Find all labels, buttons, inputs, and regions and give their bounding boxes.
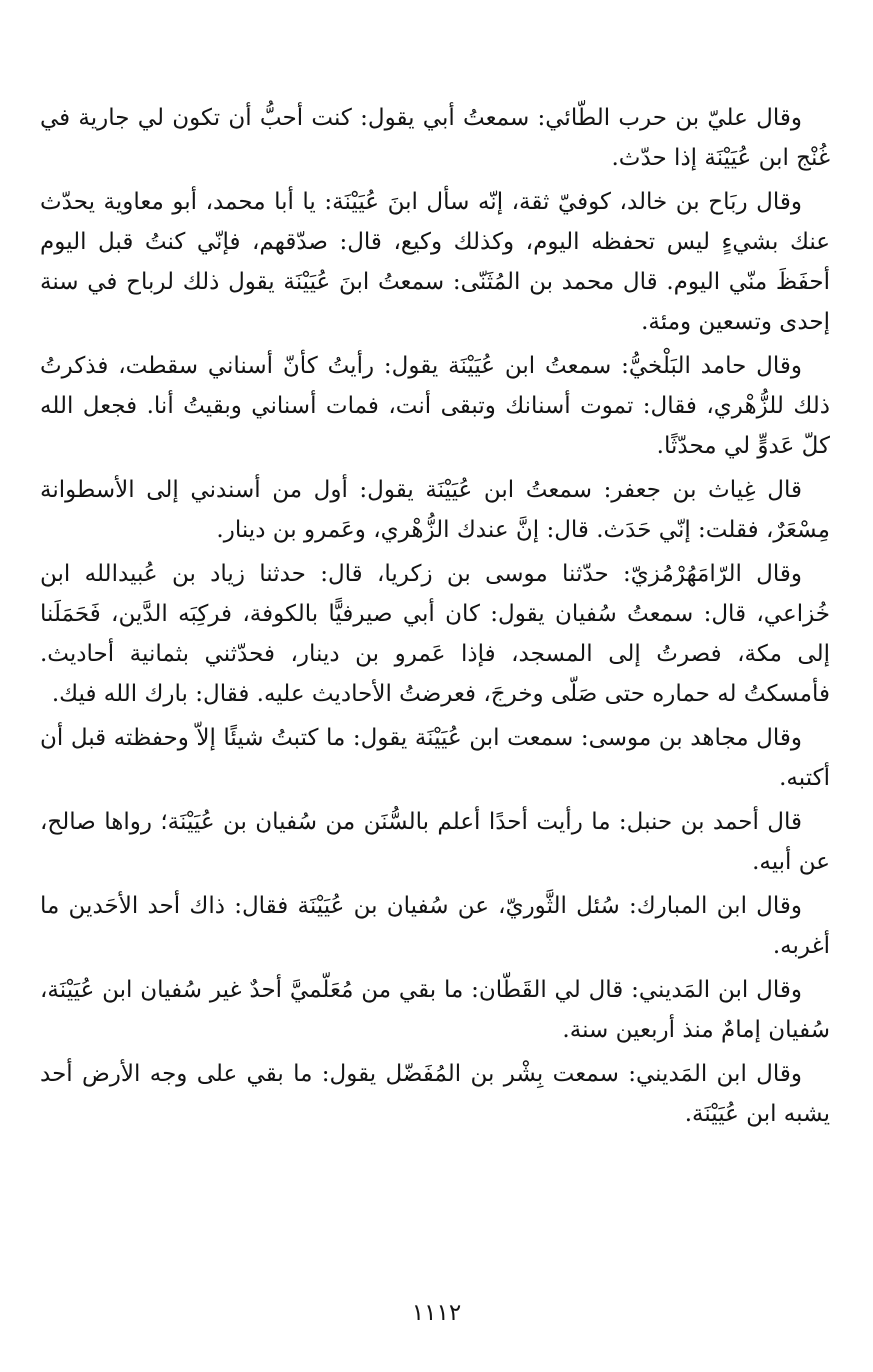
page-number: ١١١٢ xyxy=(411,1300,462,1326)
paragraph-ibn-al-madini-qattan: وقال ابن المَديني: قال لي القَطّان: ما بقي من مُعَلّميَّ أحدٌ غير سُفيان ابن عُيَيْنَة، سُفيان إمامٌ منذ أربعين سنة. xyxy=(40,977,830,1043)
paragraph-ghiyath-ibn-jafar: قال غِياث بن جعفر: سمعتُ ابن عُيَيْنَة يقول: أول من أسندني إلى الأسطوانة مِسْعَرٌ، فقلت: إنّي حَدَث. قال: إنَّ عندك الزُّهْري، وعَمرو بن دينار. xyxy=(40,477,830,543)
paragraph-ali-ibn-harb: وقال عليّ بن حرب الطّائي: سمعتُ أبي يقول: كنت أحبُّ أن تكون لي جارية في غُنْج ابن عُيَيْنَة إذا حدّث. xyxy=(40,105,830,171)
paragraph-ibn-al-mubarak: وقال ابن المبارك: سُئل الثَّوريّ، عن سُفيان بن عُيَيْنَة فقال: ذاك أحد الأحَدين ما أغربه. xyxy=(40,893,830,959)
paragraph-rabah-ibn-khalid: وقال ربَاح بن خالد، كوفيّ ثقة، إنّه سأل ابنَ عُيَيْنَة: يا أبا محمد، أبو معاوية يحدّث عنك بشيءٍ ليس تحفظه اليوم، وكذلك وكيع، قال: صدّقهم، فإنّي كنتُ قبل اليوم أحفَظَ منّي اليوم. قال محمد بن المُثَنّى: سمعتُ ابنَ عُيَيْنَة يقول ذلك لرباح في سنة إحدى وتسعين ومئة. xyxy=(40,189,830,335)
paragraph-ahmad-ibn-hanbal: قال أحمد بن حنبل: ما رأيت أحدًا أعلم بالسُّنَن من سُفيان بن عُيَيْنَة؛ رواها صالح، عن أبيه. xyxy=(40,809,830,875)
paragraph-al-ramahurmuzi: وقال الرّامَهُرْمُزيّ: حدّثنا موسى بن زكريا، قال: حدثنا زياد بن عُبيدالله ابن خُزاعي، قال: سمعتُ سُفيان يقول: كان أبي صيرفيًّا بالكوفة، فركِبَه الدَّين، فَحَمَلَنا إلى مكة، فصرتُ إلى المسجد، فإذا عَمرو بن دينار، فحدّثني بثمانية أحاديث. فأمسكتُ له حماره حتى صَلّى وخرجَ، فعرضتُ الأحاديث عليه. فقال: بارك الله فيك. xyxy=(40,561,830,707)
paragraph-hamid-al-balkhi: وقال حامد البَلْخيُّ: سمعتُ ابن عُيَيْنَة يقول: رأيتُ كأنّ أسناني سقطت، فذكرتُ ذلك للزُّهْري، فقال: تموت أسنانك وتبقى أنت، فمات أسناني وبقيتُ أنا. فجعل الله كلّ عَدوٍّ لي محدّثًا. xyxy=(40,353,830,459)
paragraph-mujahid-ibn-musa: وقال مجاهد بن موسى: سمعت ابن عُيَيْنَة يقول: ما كتبتُ شيئًا إلاّ وحفظته قبل أن أكتبه. xyxy=(40,725,830,791)
paragraph-ibn-al-madini-bishr: وقال ابن المَديني: سمعت بِشْر بن المُفَضّل يقول: ما بقي على وجه الأرض أحد يشبه ابن عُيَيْنَة. xyxy=(40,1061,830,1127)
page-body xyxy=(40,98,830,1138)
